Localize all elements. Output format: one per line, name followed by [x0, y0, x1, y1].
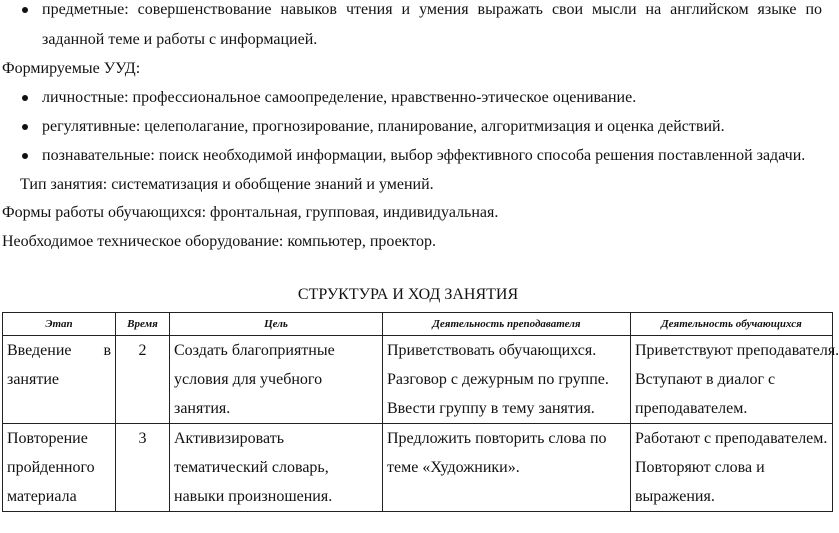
teacher-text: Разговор с дежурным по группе. — [387, 371, 609, 388]
stage-text: Введение — [7, 342, 72, 359]
table-row — [3, 336, 833, 424]
subject-results-line-1: предметные: совершенствование навыков чтения и умения выражать свои мысли на английском языке по — [42, 1, 822, 18]
goal-text: Создать благоприятные — [174, 342, 335, 359]
goal-text: Активизировать — [174, 430, 284, 447]
student-text: Приветствуют преподавателя. — [635, 342, 839, 359]
stage-text: материала — [7, 488, 77, 505]
student-text: преподавателем. — [635, 400, 748, 417]
lesson-type: Тип занятия: систематизация и обобщение знаний и умений. — [20, 176, 434, 193]
header-stage: Этап — [3, 313, 116, 336]
student-activity-cell — [631, 336, 839, 424]
uud-personal: личностные: профессиональное самоопределение, нравственно-этическое оценивание. — [42, 89, 637, 106]
teacher-text: Предложить повторить слова по — [387, 430, 607, 447]
goal-cell — [170, 424, 383, 512]
header-teacher-activity: Деятельность преподавателя — [383, 313, 631, 336]
goal-text: условия для учебного — [174, 371, 323, 388]
time-cell — [116, 424, 170, 512]
goal-cell — [170, 336, 383, 424]
table-header-row — [3, 313, 833, 336]
equipment: Необходимое техническое оборудование: компьютер, проектор. — [2, 233, 437, 250]
goal-text: занятия. — [174, 400, 231, 417]
student-text: Повторяют слова и — [635, 459, 765, 476]
stage-text: занятие — [7, 371, 59, 388]
stage-text: пройденного — [7, 459, 95, 476]
uud-regulative: регулятивные: целеполагание, прогнозирование, планирование, алгоритмизация и оценка действий. — [42, 118, 725, 135]
subject-results-line-2: заданной теме и работы с информацией. — [42, 31, 318, 48]
bullet-dot — [22, 95, 28, 101]
goal-text: тематический словарь, — [174, 459, 329, 476]
time-value: 3 — [138, 430, 147, 447]
bullet-dot — [22, 153, 28, 159]
uud-heading: Формируемые УУД: — [2, 60, 141, 77]
bullet-dot — [22, 124, 28, 130]
header-time: Время — [116, 313, 170, 336]
student-text: Работают с преподавателем. — [635, 430, 828, 447]
teacher-activity-cell — [383, 424, 631, 512]
work-forms: Формы работы обучающихся: фронтальная, групповая, индивидуальная. — [2, 204, 499, 221]
stage-cell — [3, 336, 116, 424]
section-title: СТРУКТУРА И ХОД ЗАНЯТИЯ — [297, 286, 519, 303]
bullet-dot — [22, 7, 28, 13]
teacher-text: Ввести группу в тему занятия. — [387, 400, 595, 417]
stage-text: в — [103, 342, 111, 359]
student-text: выражения. — [635, 488, 715, 505]
header-student-activity: Деятельность обучающихся — [631, 313, 833, 336]
student-activity-cell — [631, 424, 833, 512]
goal-text: навыки произношения. — [174, 488, 333, 505]
lesson-structure-table — [2, 312, 839, 512]
time-value: 2 — [138, 342, 147, 359]
uud-cognitive: познавательные: поиск необходимой информации, выбор эффективного способа решения поставленной задачи. — [42, 147, 806, 164]
teacher-text: теме «Художники». — [387, 459, 520, 476]
time-cell — [116, 336, 170, 424]
stage-text: Повторение — [7, 430, 88, 447]
teacher-activity-cell — [383, 336, 631, 424]
table-row — [3, 424, 833, 512]
teacher-text: Приветствовать обучающихся. — [387, 342, 597, 359]
header-goal: Цель — [170, 313, 383, 336]
student-text: Вступают в диалог с — [635, 371, 776, 388]
stage-cell — [3, 424, 116, 512]
